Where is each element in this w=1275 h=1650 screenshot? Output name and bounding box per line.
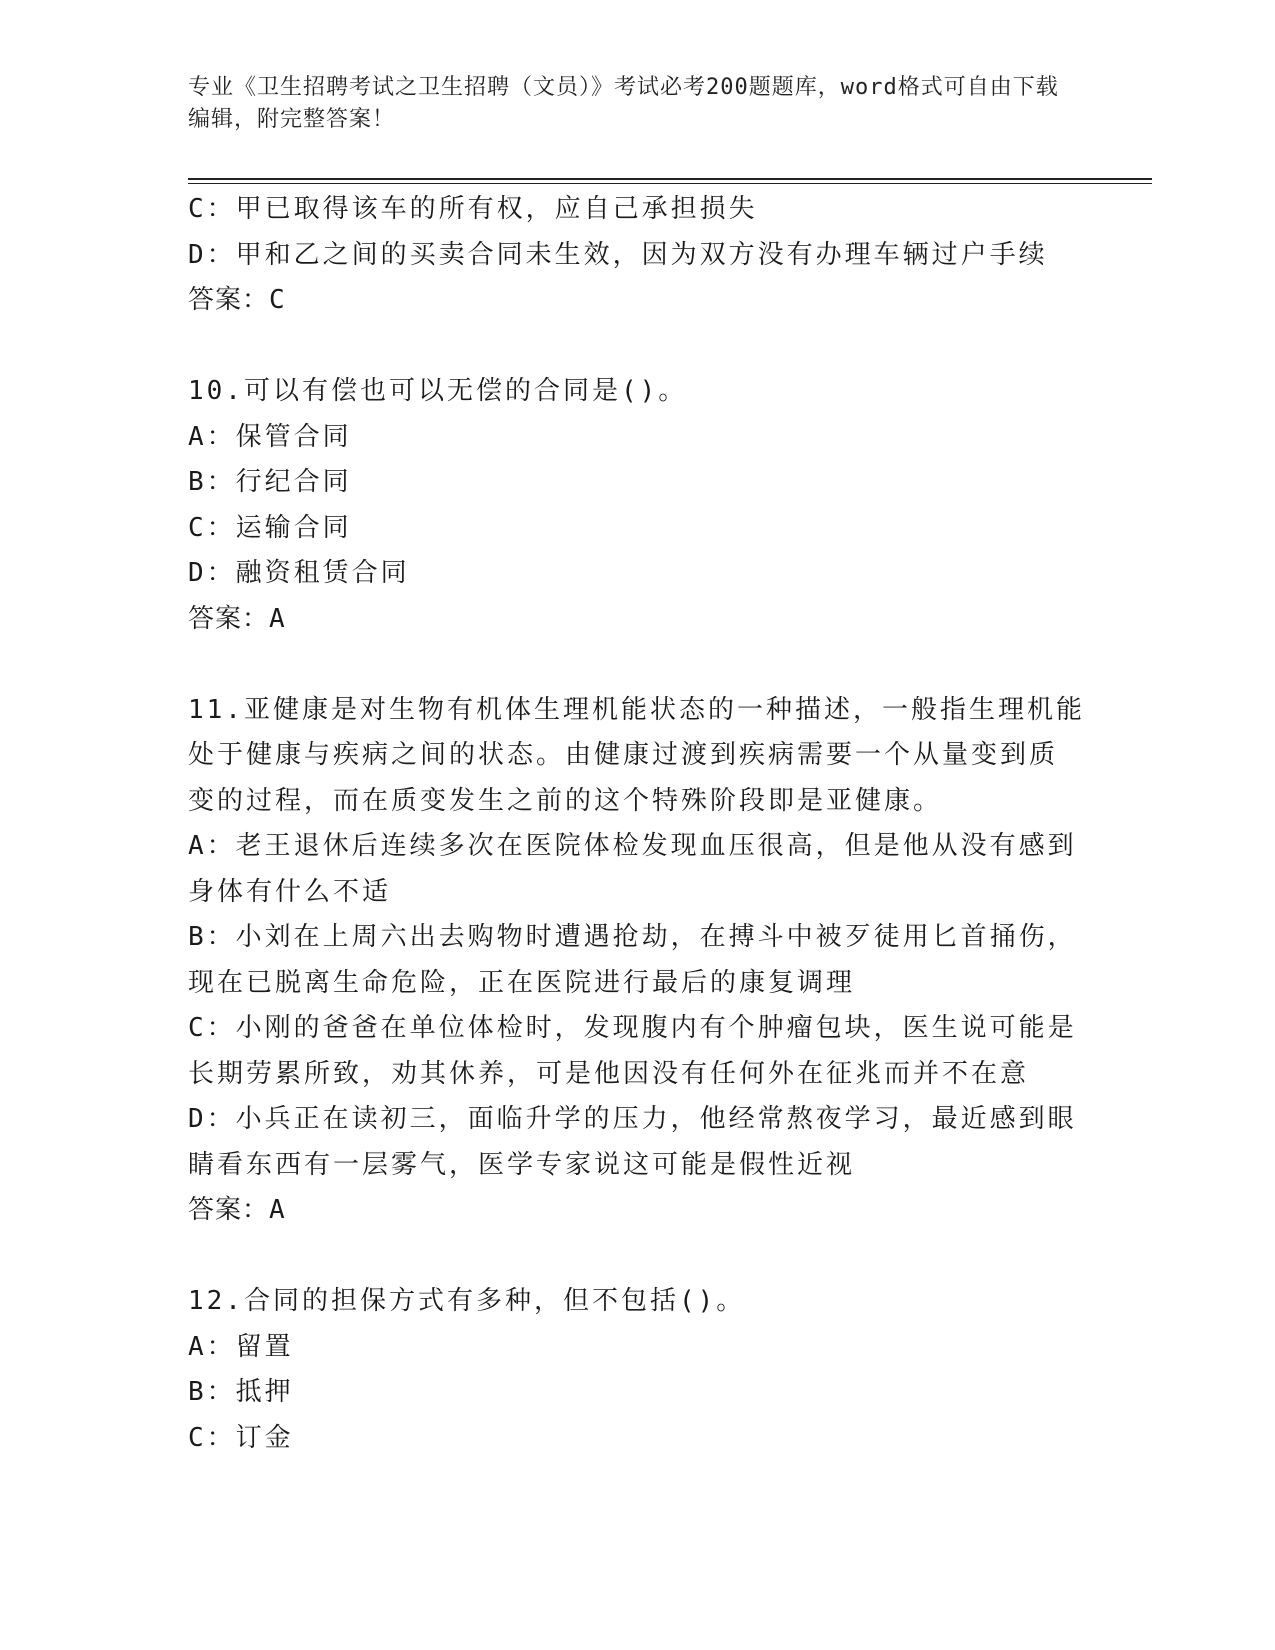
header-divider-thick xyxy=(188,178,1152,180)
option-d-line2: 睛看东西有一层雾气，医学专家说这可能是假性近视 xyxy=(188,1149,856,1180)
spacer xyxy=(188,324,1088,370)
option-a-line1: A：老王退休后连续多次在医院体检发现血压很高，但是他从没有感到 xyxy=(188,831,1077,861)
option-c-line2: 长期劳累所致，劝其休养，可是他因没有任何外在征兆而并不在意 xyxy=(188,1058,1030,1089)
question-stem-line: 处于健康与疾病之间的状态。由健康过渡到疾病需要一个从量变到质 xyxy=(188,740,1059,770)
header-divider-thin xyxy=(188,183,1152,184)
option-b: B：行纪合同 xyxy=(188,467,352,497)
option-c: C：订金 xyxy=(188,1422,294,1453)
option-c: C：甲已取得该车的所有权，应自己承担损失 xyxy=(188,194,758,224)
option-a: A：保管合同 xyxy=(188,421,352,452)
question-stem: 10.可以有偿也可以无偿的合同是()。 xyxy=(188,376,688,406)
answer-line: 答案：A xyxy=(188,1195,286,1225)
option-d: D：融资租赁合同 xyxy=(188,558,410,588)
option-a-line2: 身体有什么不适 xyxy=(188,876,392,907)
answer-line: 答案：A xyxy=(188,603,286,634)
question-stem-line: 变的过程，而在质变发生之前的这个特殊阶段即是亚健康。 xyxy=(188,785,943,816)
answer-line: 答案：C xyxy=(188,285,286,315)
option-c-line1: C：小刚的爸爸在单位体检时，发现腹内有个肿瘤包块，医生说可能是 xyxy=(188,1013,1077,1043)
option-b-line2: 现在已脱离生命危险，正在医院进行最后的康复调理 xyxy=(188,967,856,998)
question-stem: 12.合同的担保方式有多种，但不包括()。 xyxy=(188,1286,746,1316)
spacer xyxy=(188,1234,1088,1280)
option-c: C：运输合同 xyxy=(188,512,352,543)
option-d: D：甲和乙之间的买卖合同未生效，因为双方没有办理车辆过户手续 xyxy=(188,239,1048,270)
option-b: B：抵押 xyxy=(188,1377,294,1407)
document-header: 专业《卫生招聘考试之卫生招聘（文员）》考试必考200题题库，word格式可自由下载编辑，附完整答案！ xyxy=(188,75,1059,132)
question-stem-line: 11.亚健康是对生物有机体生理机能状态的一种描述，一般指生理机能 xyxy=(188,694,1085,725)
option-a: A：留置 xyxy=(188,1331,294,1362)
question-content xyxy=(188,187,1088,1461)
option-d-line1: D：小兵正在读初三，面临升学的压力，他经常熬夜学习，最近感到眼 xyxy=(188,1104,1077,1134)
option-b-line1: B：小刘在上周六出去购物时遭遇抢劫，在搏斗中被歹徒用匕首捅伤， xyxy=(188,922,1077,952)
spacer xyxy=(188,642,1088,688)
